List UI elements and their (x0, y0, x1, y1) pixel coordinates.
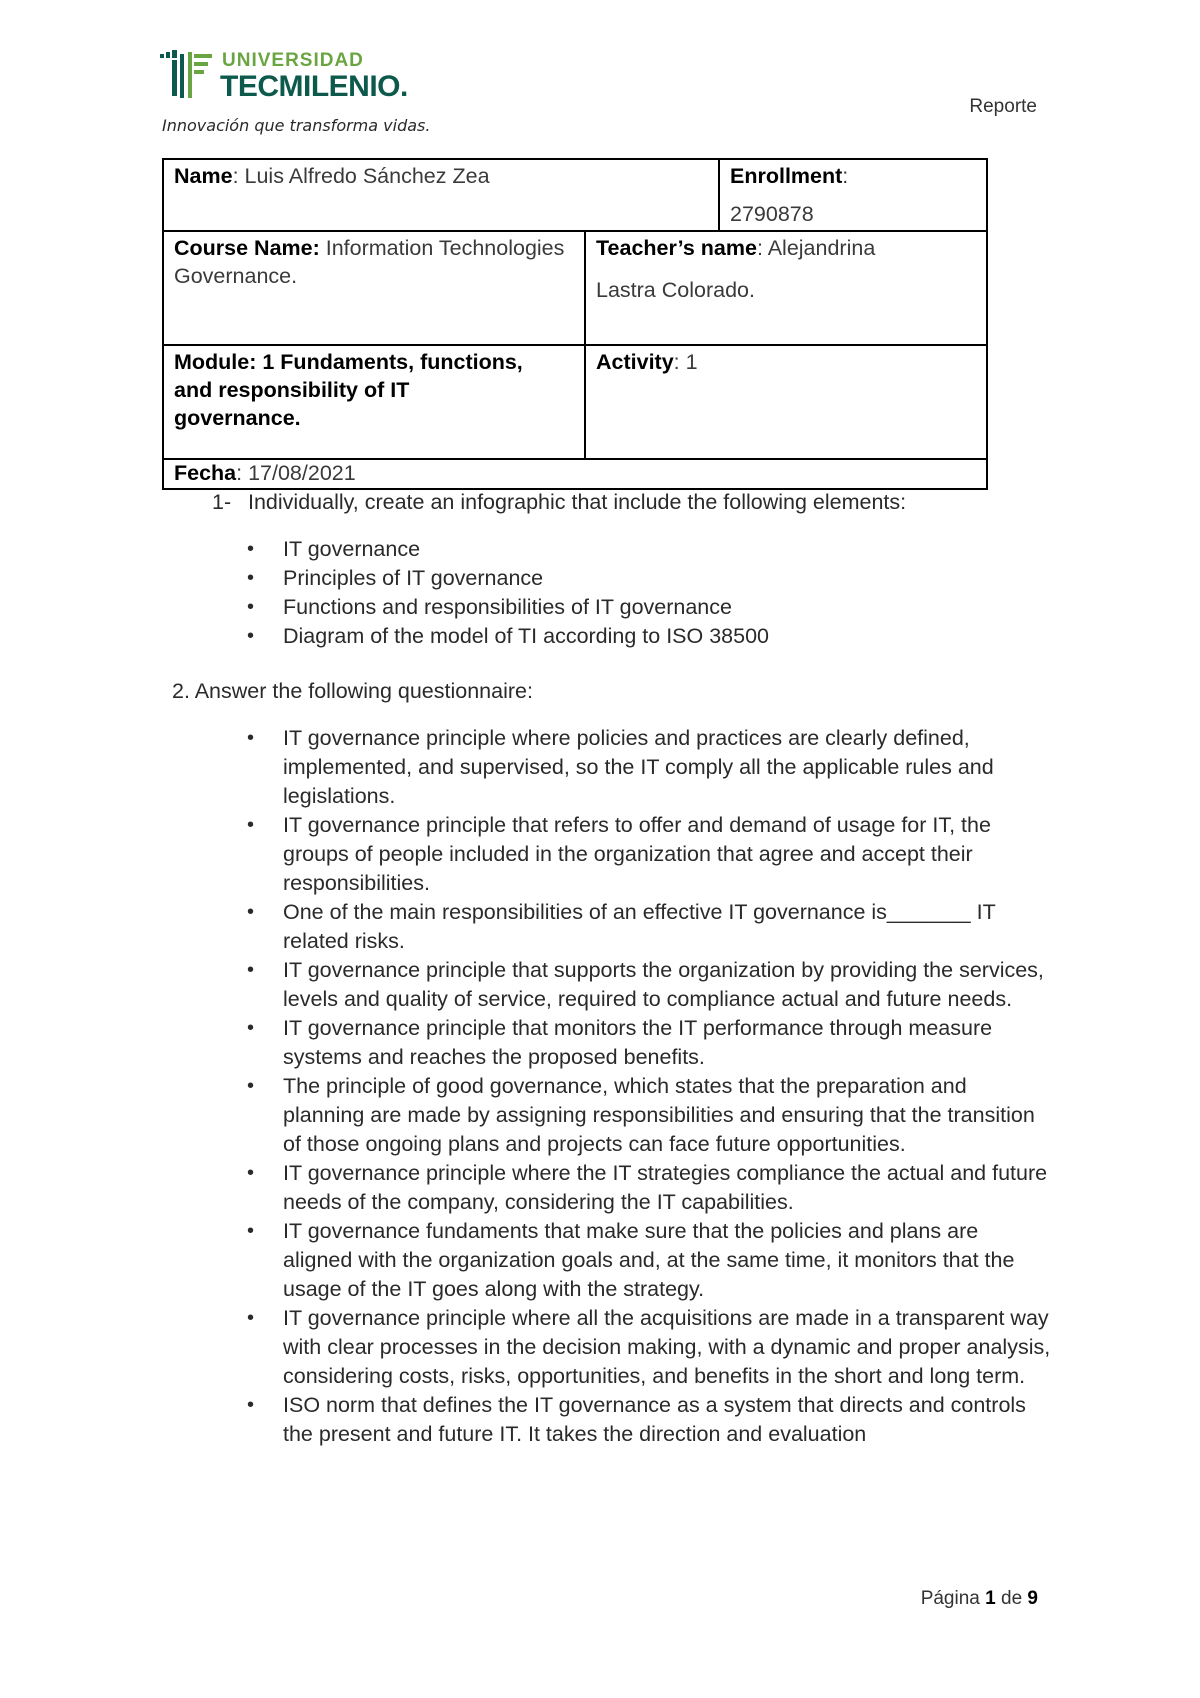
section-1-instruction (172, 488, 1052, 517)
page-number (921, 1588, 1038, 1610)
table-row (163, 345, 987, 459)
bullet-icon: • (247, 596, 255, 618)
list-item: • IT governance principle that refers to offer and demand of usage for IT, the groups of people included in the organization that agree and accept their responsibilities. (247, 813, 991, 895)
table-row (163, 459, 987, 489)
bullet-icon: • (247, 567, 255, 589)
bullet-icon: • (247, 1017, 255, 1039)
teacher-cell (585, 231, 987, 345)
list-item: • IT governance principle that monitors the IT performance through measure systems and reaches the proposed benefits. (247, 1016, 993, 1069)
report-label: Reporte (969, 96, 1037, 117)
table-row (163, 159, 987, 231)
section-2-heading: 2. Answer the following questionnaire: (172, 679, 533, 703)
list-item: • ISO norm that defines the IT governance as a system that directs and controls the present and future IT. It takes the direction and evaluation (247, 1393, 1026, 1446)
tecmilenio-logo-icon (160, 50, 214, 102)
bullet-icon: • (247, 1075, 255, 1097)
bullet-icon: • (247, 814, 255, 836)
list-item: • The principle of good governance, which states that the preparation and planning are made by assigning responsibilities and ensuring that the transition of those ongoing plans and projects can face future opportunities. (247, 1074, 1035, 1156)
bullet-icon: • (247, 727, 255, 749)
name-label: Name (174, 164, 233, 188)
module-line-2: and responsibility of IT (174, 378, 410, 402)
section-1-list (172, 535, 1052, 651)
list-item: • Diagram of the model of TI according to ISO 38500 (283, 622, 1052, 651)
page-current: 1 (985, 1588, 996, 1609)
course-cell (163, 231, 585, 345)
questionnaire-list (172, 724, 1052, 1449)
activity-label: Activity (596, 350, 674, 374)
page-word: Página (920, 1588, 980, 1609)
teacher-value-1: : Alejandrina (756, 236, 876, 260)
bullet-icon: • (247, 538, 255, 560)
enrollment-value: 2790878 (730, 202, 814, 226)
bullet-icon: • (247, 959, 255, 981)
activity-value: : 1 (673, 350, 698, 374)
bullet-icon: • (247, 901, 255, 923)
teacher-value-2: Lastra Colorado. (596, 278, 755, 302)
bullet-icon: • (247, 1394, 255, 1416)
list-item: • IT governance principle that supports the organization by providing the services, levels and quality of service, required to compliance actual and future needs. (247, 958, 1044, 1011)
page-total: 9 (1027, 1588, 1038, 1609)
document-body (172, 488, 1052, 1449)
list-item: • IT governance fundaments that make sure that the policies and plans are aligned with the organization goals and, at the same time, it monitors that the usage of the IT goes along with the strategy. (247, 1219, 1015, 1301)
module-cell (163, 345, 585, 459)
list-item: • IT governance (283, 535, 1052, 564)
list-item: • IT governance principle where all the acquisitions are made in a transparent way with clear processes in the decision making, with a dynamic and proper analysis, considering costs, risks, opportunities, and benefits in the short and long term. (247, 1306, 1051, 1388)
teacher-label: Teacher’s name (596, 236, 757, 260)
list-item: • Functions and responsibilities of IT governance (283, 593, 1052, 622)
date-cell (163, 459, 987, 489)
course-value: Information Technologies Governance. (174, 236, 565, 288)
bullet-icon: • (247, 1220, 255, 1242)
section-1-text: Individually, create an infographic that include the following elements: (248, 490, 907, 514)
list-item: • One of the main responsibilities of an effective IT governance is_______ IT related risks. (247, 900, 996, 953)
logo-tecmilenio-text: TECMILENIO. (220, 70, 408, 103)
logo-tagline: Innovación que transforma vidas. (162, 116, 431, 135)
list-item: • IT governance principle where the IT strategies compliance the actual and future needs of the company, considering the IT capabilities. (247, 1161, 1048, 1214)
bullet-icon: • (247, 1307, 255, 1329)
date-label: Fecha (174, 461, 237, 485)
enrollment-label: Enrollment (730, 164, 843, 188)
list-item: • IT governance principle where policies and practices are clearly defined, implemented, and supervised, so the IT comply all the applicable rules and legislations. (247, 726, 994, 808)
university-logo (160, 48, 460, 138)
of-word: de (1001, 1588, 1023, 1609)
activity-cell (585, 345, 987, 459)
section-1-number: 1- (212, 490, 232, 514)
date-value: : 17/08/2021 (236, 461, 356, 485)
enrollment-colon: : (842, 164, 849, 188)
module-line-1: Module: 1 Fundaments, functions, (174, 350, 523, 374)
bullet-icon: • (247, 625, 255, 647)
enrollment-cell (719, 159, 987, 231)
module-line-3: governance. (174, 406, 301, 430)
name-cell (163, 159, 719, 231)
student-info-table (162, 158, 988, 490)
course-label: Course Name: (174, 236, 320, 260)
table-row (163, 231, 987, 345)
name-value: : Luis Alfredo Sánchez Zea (232, 164, 490, 188)
logo-university-text: UNIVERSIDAD (222, 50, 364, 71)
bullet-icon: • (247, 1162, 255, 1184)
list-item: • Principles of IT governance (283, 564, 1052, 593)
